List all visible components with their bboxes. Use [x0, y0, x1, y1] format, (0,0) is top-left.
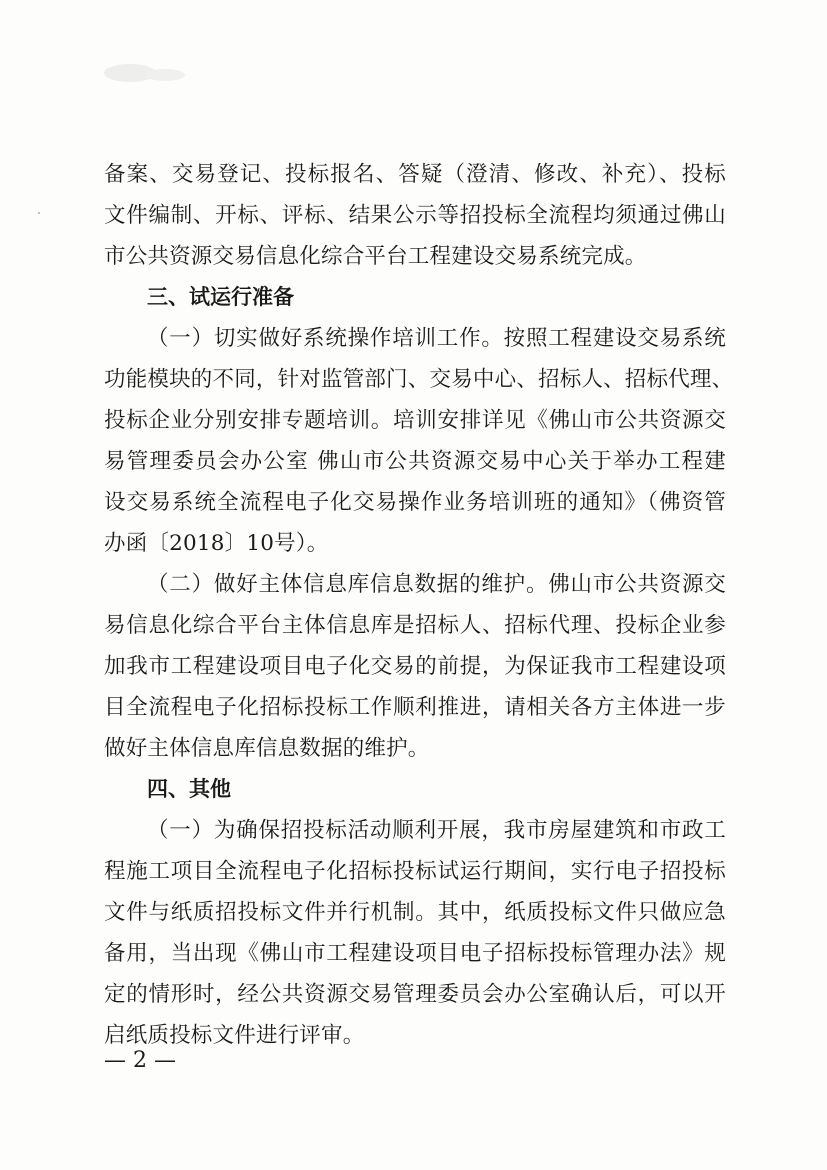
section-four [104, 769, 726, 1056]
margin-speck [38, 212, 40, 214]
page-number: — 2 — [104, 1048, 176, 1073]
text-line: 易管理委员会办公室 佛山市公共资源交易中心关于举办工程建 [104, 449, 726, 474]
faint-stamp-mark [100, 58, 190, 88]
section-three [104, 277, 734, 769]
section-three-item-two [104, 564, 726, 769]
section-heading: 四、其他 [147, 777, 231, 801]
text-line: （二）做好主体信息库信息数据的维护。佛山市公共资源交 [147, 572, 726, 597]
text-line: 定的情形时，经公共资源交易管理委员会办公室确认后，可以开 [104, 982, 726, 1007]
text-line: 启纸质投标文件进行评审。 [104, 1023, 365, 1048]
document-body [104, 154, 734, 1056]
section-four-item-one [104, 810, 726, 1056]
text-line: 备案、交易登记、投标报名、答疑（澄清、修改、补充）、投标 [104, 162, 726, 187]
text-line: 备用，当出现《佛山市工程建设项目电子招标投标管理办法》规 [104, 941, 726, 966]
continued-paragraph [104, 154, 726, 277]
text-line: 文件与纸质招投标文件并行机制。其中，纸质投标文件只做应急 [104, 900, 726, 925]
section-heading: 三、试运行准备 [147, 285, 294, 309]
text-line: 文件编制、开标、评标、结果公示等招投标全流程均须通过佛山 [104, 203, 726, 228]
text-line: 易信息化综合平台主体信息库是招标人、招标代理、投标企业参 [104, 613, 726, 638]
text-line: 加我市工程建设项目电子化交易的前提，为保证我市工程建设项 [104, 654, 726, 679]
text-line: 投标企业分别安排专题培训。培训安排详见《佛山市公共资源交 [104, 408, 726, 433]
text-line: 设交易系统全流程电子化交易操作业务培训班的通知》（佛资管 [104, 490, 726, 515]
text-line: 功能模块的不同，针对监管部门、交易中心、招标人、招标代理、 [104, 367, 734, 392]
text-line: 程施工项目全流程电子化招标投标试运行期间，实行电子招投标 [104, 859, 726, 884]
text-line: 市公共资源交易信息化综合平台工程建设交易系统完成。 [104, 244, 647, 269]
text-line: 办函〔2018〕10号）。 [104, 531, 329, 556]
text-line: （一）切实做好系统操作培训工作。按照工程建设交易系统 [147, 326, 726, 351]
text-line: 做好主体信息库信息数据的维护。 [104, 736, 430, 761]
text-line: （一）为确保招投标活动顺利开展，我市房屋建筑和市政工 [147, 818, 726, 843]
section-three-item-one [104, 318, 734, 564]
text-line: 目全流程电子化招标投标工作顺利推进，请相关各方主体进一步 [104, 695, 726, 720]
